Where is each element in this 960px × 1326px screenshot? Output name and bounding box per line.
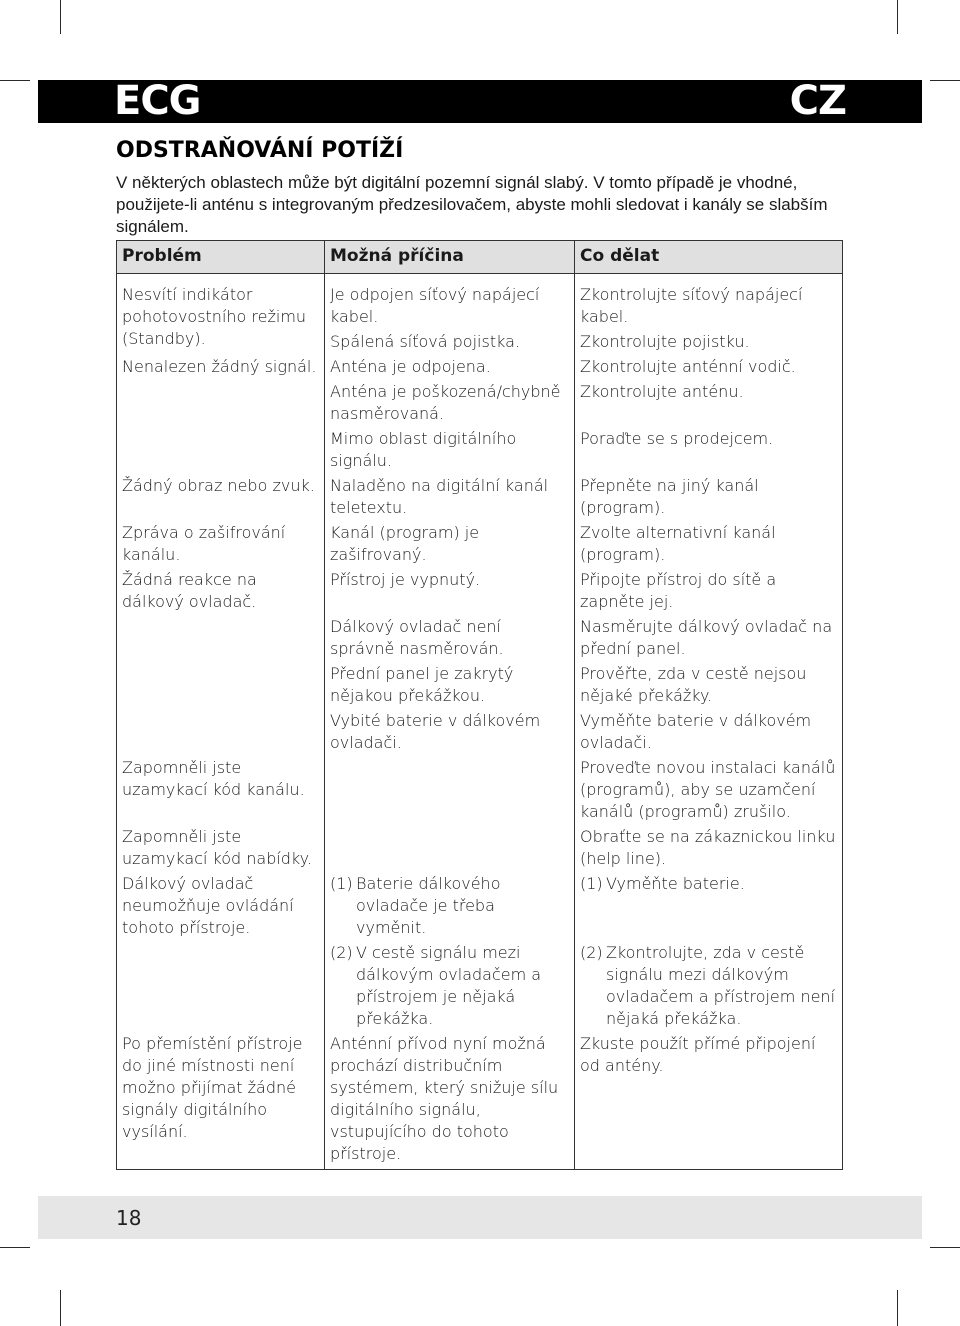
fix-cell: Poraďte se s prodejcem.	[575, 426, 843, 473]
fix-cell: Obraťte se na zákaznickou linku (help line).	[575, 824, 843, 871]
problem-cell: Žádný obraz nebo zvuk.	[117, 473, 325, 520]
problem-cell: Po přemístění přístroje do jiné místnosti není možno přijímat žádné signály digitálního vysílání.	[117, 1031, 325, 1170]
column-header-fix: Co dělat	[575, 241, 843, 274]
fix-cell: Vyměňte baterie v dálkovém ovladači.	[575, 708, 843, 755]
problem-cell: Nenalezen žádný signál.	[117, 354, 325, 473]
problem-cell: Nesvítí indikátor pohotovostního režimu (Standby).	[117, 274, 325, 355]
table-row	[117, 520, 843, 567]
item-text: V cestě signálu mezi dálkovým ovladačem a přístrojem je nějaká překážka.	[356, 943, 542, 1028]
item-text: Vyměňte baterie.	[606, 874, 745, 893]
item-number: (1)	[580, 874, 603, 893]
table-header-row	[117, 241, 843, 274]
fix-cell	[575, 940, 843, 1031]
item-number: (2)	[580, 943, 603, 962]
item-text: Baterie dálkového ovladače je třeba vyměnit.	[356, 874, 501, 937]
fix-cell: Proveďte novou instalaci kanálů (programů), aby se uzamčení kanálů (programů) zrušilo.	[575, 755, 843, 824]
crop-mark	[0, 80, 30, 81]
fix-cell: Prověřte, zda v cestě nejsou nějaké překážky.	[575, 661, 843, 708]
table-row	[117, 824, 843, 871]
crop-mark	[60, 0, 61, 34]
problem-cell: Zapomněli jste uzamykací kód kanálu.	[117, 755, 325, 824]
fix-cell: Zvolte alternativní kanál (program).	[575, 520, 843, 567]
table-row	[117, 1031, 843, 1170]
fix-cell: Zkontrolujte síťový napájecí kabel.	[575, 274, 843, 330]
crop-mark	[930, 1247, 960, 1248]
language-code: CZ	[789, 78, 846, 124]
cause-cell	[325, 940, 575, 1031]
cause-cell: Spálená síťová pojistka.	[325, 329, 575, 354]
problem-cell: Žádná reakce na dálkový ovladač.	[117, 567, 325, 755]
brand-logo: ECG	[114, 78, 201, 124]
cause-cell: Anténa je poškozená/chybně nasměrovaná.	[325, 379, 575, 426]
cause-cell: Přístroj je vypnutý.	[325, 567, 575, 614]
fix-cell: Zkontrolujte pojistku.	[575, 329, 843, 354]
fix-cell: Nasměrujte dálkový ovladač na přední panel.	[575, 614, 843, 661]
cause-cell: Je odpojen síťový napájecí kabel.	[325, 274, 575, 330]
column-header-problem: Problém	[117, 241, 325, 274]
crop-mark	[897, 0, 898, 34]
fix-cell: Zkontrolujte anténu.	[575, 379, 843, 426]
item-number: (2)	[330, 943, 353, 962]
cause-cell: Přední panel je zakrytý nějakou překážkou.	[325, 661, 575, 708]
problem-cell: Dálkový ovladač neumožňuje ovládání tohoto přístroje.	[117, 871, 325, 1031]
fix-cell: Zkontrolujte anténní vodič.	[575, 354, 843, 379]
cause-cell: Naladěno na digitální kanál teletextu.	[325, 473, 575, 520]
item-number: (1)	[330, 874, 353, 893]
crop-mark	[60, 1290, 61, 1326]
table-row	[117, 871, 843, 940]
page-number: 18	[116, 1206, 142, 1230]
column-header-cause: Možná příčina	[325, 241, 575, 274]
table-row	[117, 567, 843, 614]
fix-cell: Zkuste použít přímé připojení od antény.	[575, 1031, 843, 1170]
cause-cell: Mimo oblast digitálního signálu.	[325, 426, 575, 473]
item-text: Zkontrolujte, zda v cestě signálu mezi dálkovým ovladačem a přístrojem není nějaká překážka.	[606, 943, 836, 1028]
problem-cell: Zapomněli jste uzamykací kód nabídky.	[117, 824, 325, 871]
crop-mark	[897, 1290, 898, 1326]
intro-paragraph: V některých oblastech může být digitální pozemní signál slabý. V tomto případě je vhodné, použijete-li anténu s integrovaným předzesilovačem, abyste mohli sledovat i kanály se slabším signálem.	[116, 173, 828, 236]
fix-cell	[575, 871, 843, 940]
cause-cell: Dálkový ovladač není správně nasměrován.	[325, 614, 575, 661]
footer-bar	[38, 1196, 922, 1239]
cause-cell	[325, 824, 575, 871]
table-row	[117, 755, 843, 824]
cause-cell	[325, 871, 575, 940]
crop-mark	[0, 1247, 30, 1248]
problem-cell: Zpráva o zašifrování kanálu.	[117, 520, 325, 567]
cause-cell: Anténní přívod nyní možná prochází distribučním systémem, který snižuje sílu digitálního signálu, vstupujícího do tohoto přístroje.	[325, 1031, 575, 1170]
cause-cell: Kanál (program) je zašifrovaný.	[325, 520, 575, 567]
table-row	[117, 274, 843, 330]
page-title: ODSTRAŇOVÁNÍ POTÍŽÍ	[116, 138, 404, 163]
fix-cell: Přepněte na jiný kanál (program).	[575, 473, 843, 520]
troubleshooting-table	[116, 240, 843, 1170]
header-bar	[38, 80, 922, 123]
fix-cell: Připojte přístroj do sítě a zapněte jej.	[575, 567, 843, 614]
table-row	[117, 354, 843, 379]
cause-cell: Vybité baterie v dálkovém ovladači.	[325, 708, 575, 755]
cause-cell	[325, 755, 575, 824]
cause-cell: Anténa je odpojena.	[325, 354, 575, 379]
table-row	[117, 473, 843, 520]
crop-mark	[930, 80, 960, 81]
